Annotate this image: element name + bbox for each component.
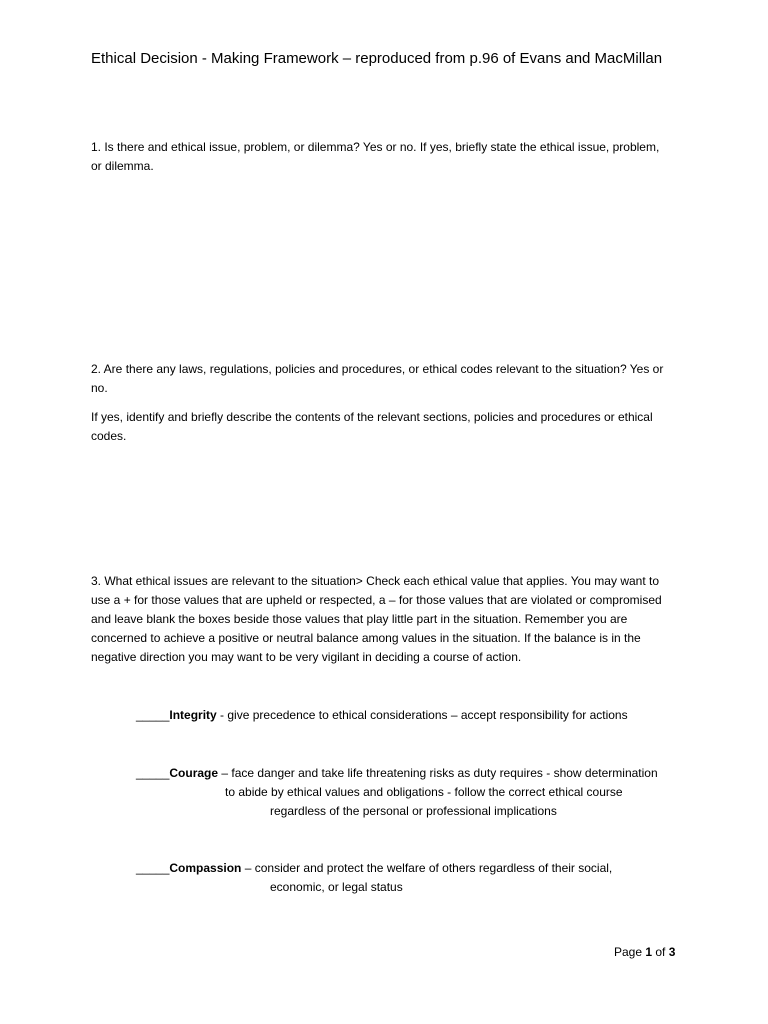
value-description: – consider and protect the welfare of others regardless of their social, xyxy=(241,861,613,875)
question-1: 1. Is there and ethical issue, problem, or dilemma? Yes or no. If yes, briefly state the ethical issue, problem, or dilemma. xyxy=(91,140,660,173)
checkbox-blank: _____ xyxy=(136,708,170,722)
question-3: 3. What ethical issues are relevant to the situation> Check each ethical value that applies. You may want to use a + for those values that are upheld or respected, a – for those values that are violated or compromised and leave blank the boxes beside those values that play little part in the situation. Remember you are concerned to achieve a positive or neutral balance among values in the situation. If the balance is in the negative direction you may want to be very vigilant in deciding a course of action. xyxy=(91,574,662,664)
checkbox-blank: _____ xyxy=(136,861,170,875)
value-item-courage xyxy=(136,764,696,821)
value-description-continued: regardless of the personal or professional implications xyxy=(270,804,557,818)
page-number-prefix: Page xyxy=(614,945,646,959)
page-number-current: 1 xyxy=(645,945,653,959)
checkbox-blank: _____ xyxy=(136,766,170,780)
value-term: Courage xyxy=(169,766,219,780)
value-description-continued: to abide by ethical values and obligations - follow the correct ethical course xyxy=(225,785,623,799)
page-number xyxy=(614,943,675,961)
value-term: Integrity xyxy=(169,708,217,722)
page-title: Ethical Decision - Making Framework – reproduced from p.96 of Evans and MacMillan xyxy=(91,50,663,67)
page-number-of: of xyxy=(652,945,669,959)
value-item-integrity xyxy=(136,706,696,725)
value-description: – face danger and take life threatening risks as duty requires - show determination xyxy=(218,766,658,780)
value-description: - give precedence to ethical considerations – accept responsibility for actions xyxy=(216,708,628,722)
value-term: Compassion xyxy=(169,861,242,875)
page-number-total: 3 xyxy=(668,945,676,959)
value-item-compassion xyxy=(136,859,696,897)
value-description-continued: economic, or legal status xyxy=(270,880,403,894)
question-2: 2. Are there any laws, regulations, policies and procedures, or ethical codes relevant to the situation? Yes or no. xyxy=(91,362,664,395)
question-2-followup: If yes, identify and briefly describe the contents of the relevant sections, policies and procedures or ethical codes. xyxy=(91,410,653,443)
